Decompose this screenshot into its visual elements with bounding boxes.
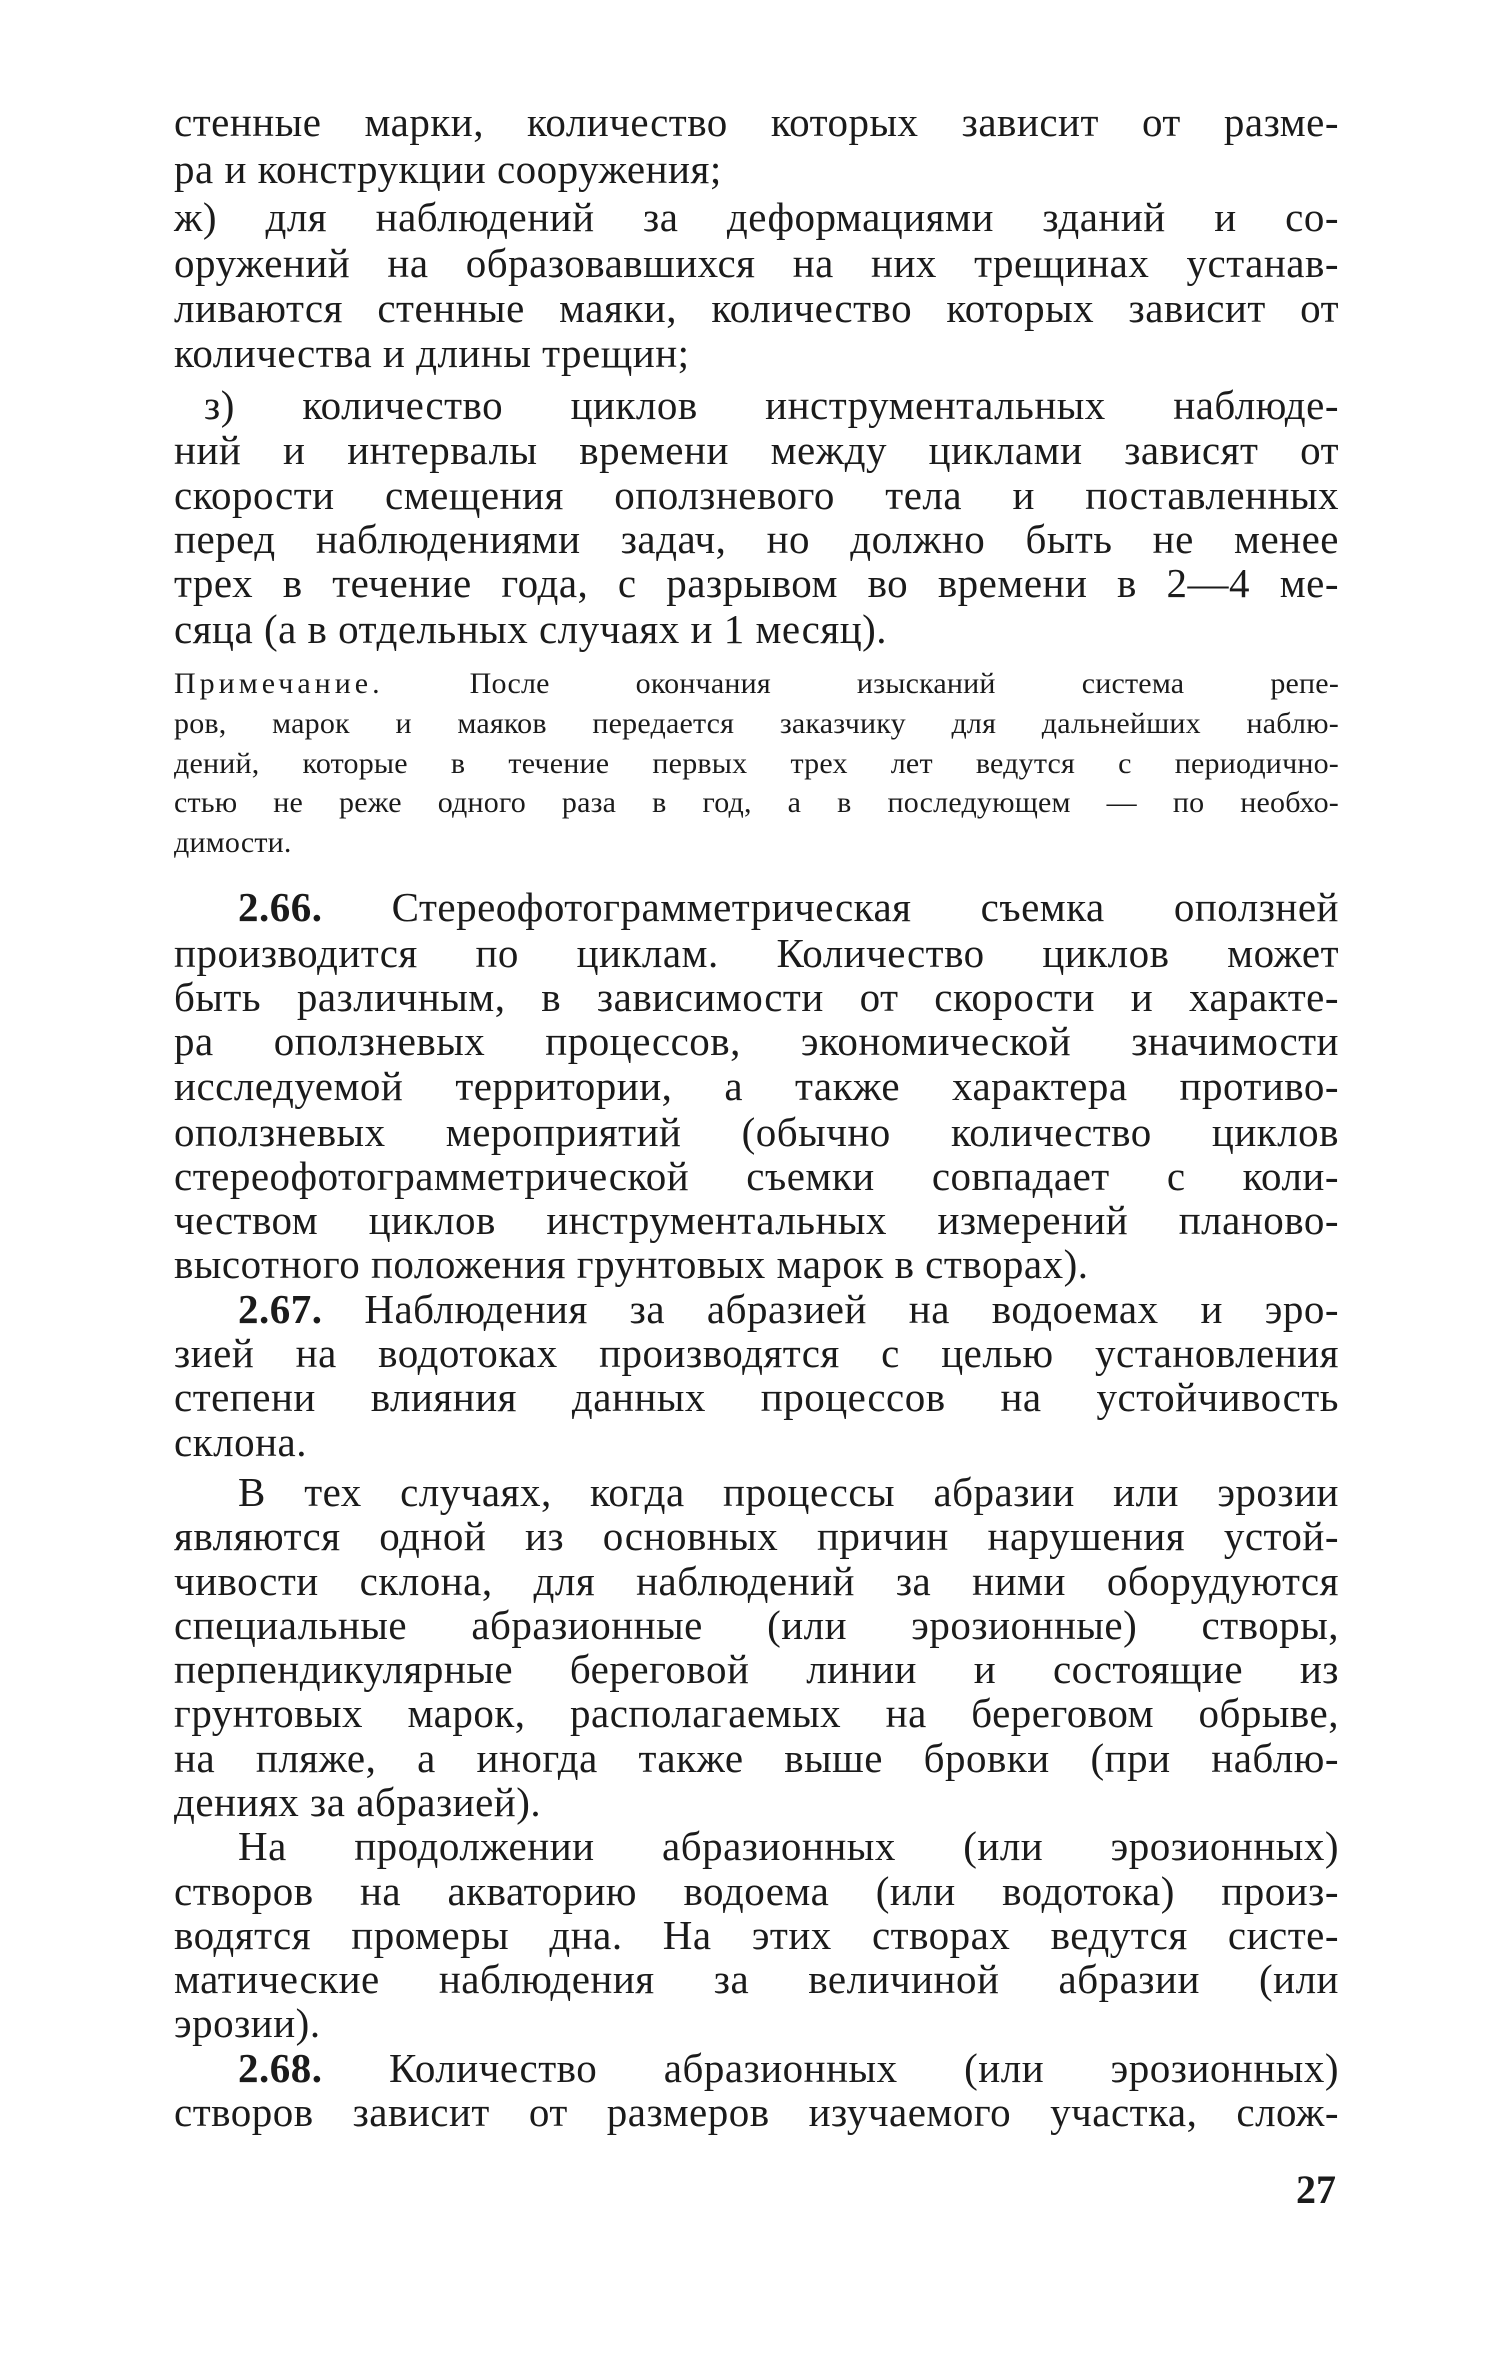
text-line: количества и длины трещин;: [174, 329, 690, 376]
text-line: матические наблюдения за величиной абразии (или: [174, 1956, 1339, 2003]
section-first-line: [238, 2046, 1339, 2090]
text-line: сяца (а в отдельных случаях и 1 месяц).: [174, 606, 888, 653]
text-line: склона.: [174, 1418, 307, 1465]
text-line: на пляже, а иногда также выше бровки (при наблю-: [174, 1734, 1339, 1781]
section-first-line: [238, 1287, 1339, 1331]
text-line: чивости склона, для наблюдений за ними оборудуются: [174, 1557, 1339, 1604]
section-text: Стереофотограмметрическая съемка оползней: [391, 884, 1339, 930]
text-line: дениях за абразией).: [174, 1778, 542, 1825]
note-line: дений, которые в течение первых трех лет ведутся с периодично-: [174, 746, 1339, 780]
section-number: 2.68.: [238, 2044, 323, 2091]
text-line: оружений на образовавшихся на них трещинах устанав-: [174, 239, 1339, 286]
text-line: являются одной из основных причин нарушения устой-: [174, 1513, 1339, 1560]
text-line: водятся промеры дна. На этих створах ведутся систе-: [174, 1911, 1339, 1958]
section-first-line: [238, 885, 1339, 929]
text-line: быть различным, в зависимости от скорости и характе-: [174, 974, 1339, 1021]
text-line: ж) для наблюдений за деформациями зданий и со-: [174, 193, 1339, 240]
text-line: створов на акваторию водоема (или водотока) произ-: [174, 1867, 1339, 1914]
text-line: ра и конструкции сооружения;: [174, 146, 722, 193]
note-line: стью не реже одного раза в год, а в последующем — по необхо-: [174, 786, 1339, 820]
text-line: производится по циклам. Количество циклов может: [174, 929, 1339, 976]
note-first-line: [174, 668, 1339, 700]
section-number: 2.66.: [238, 884, 323, 930]
note-line: ров, марок и маяков передается заказчику для дальнейших наблю-: [174, 706, 1339, 740]
text-line: грунтовых марок, располагаемых на береговом обрыве,: [174, 1690, 1339, 1737]
text-line: трех в течение года, с разрывом во времени в 2—4 ме-: [174, 560, 1339, 607]
text-line: исследуемой территории, а также характера противо-: [174, 1062, 1339, 1109]
text-line: На продолжении абразионных (или эрозионных): [238, 1823, 1339, 1870]
text-line: перед наблюдениями задач, но должно быть не менее: [174, 515, 1339, 562]
page-number: 27: [1296, 2167, 1336, 2212]
text-line: ра оползневых процессов, экономической значимости: [174, 1018, 1339, 1065]
text-line: чеством циклов инструментальных измерений планово-: [174, 1197, 1339, 1244]
text-line: специальные абразионные (или эрозионные) створы,: [174, 1601, 1339, 1648]
note-label: Примечание.: [174, 667, 384, 701]
text-line: стереофотограмметрической съемки совпадает с коли-: [174, 1152, 1339, 1199]
text-line: з) количество циклов инструментальных наблюде-: [204, 381, 1339, 428]
text-line: скорости смещения оползневого тела и поставленных: [174, 471, 1339, 518]
text-line: ливаются стенные маяки, количество которых зависит от: [174, 285, 1339, 332]
note-text: После окончания изысканий система репе-: [469, 667, 1340, 701]
text-line: степени влияния данных процессов на устойчивость: [174, 1374, 1339, 1421]
section-text: Количество абразионных (или эрозионных): [389, 2044, 1339, 2091]
section-text: Наблюдения за абразией на водоемах и эро-: [364, 1285, 1340, 1332]
text-line: зией на водотоках производятся с целью установления: [174, 1329, 1339, 1376]
text-line: ний и интервалы времени между циклами зависят от: [174, 427, 1339, 474]
note-line: димости.: [174, 825, 292, 859]
text-line: перпендикулярные береговой линии и состоящие из: [174, 1646, 1339, 1693]
text-line: высотного положения грунтовых марок в створах).: [174, 1241, 1089, 1288]
text-line: эрозии).: [174, 2000, 321, 2047]
section-number: 2.67.: [238, 1285, 323, 1332]
text-line: оползневых мероприятий (обычно количество циклов: [174, 1108, 1339, 1155]
text-line: В тех случаях, когда процессы абразии или эрозии: [238, 1468, 1339, 1515]
text-line: стенные марки, количество которых зависит от разме-: [174, 99, 1339, 145]
text-line: створов зависит от размеров изучаемого участка, слож-: [174, 2089, 1339, 2135]
